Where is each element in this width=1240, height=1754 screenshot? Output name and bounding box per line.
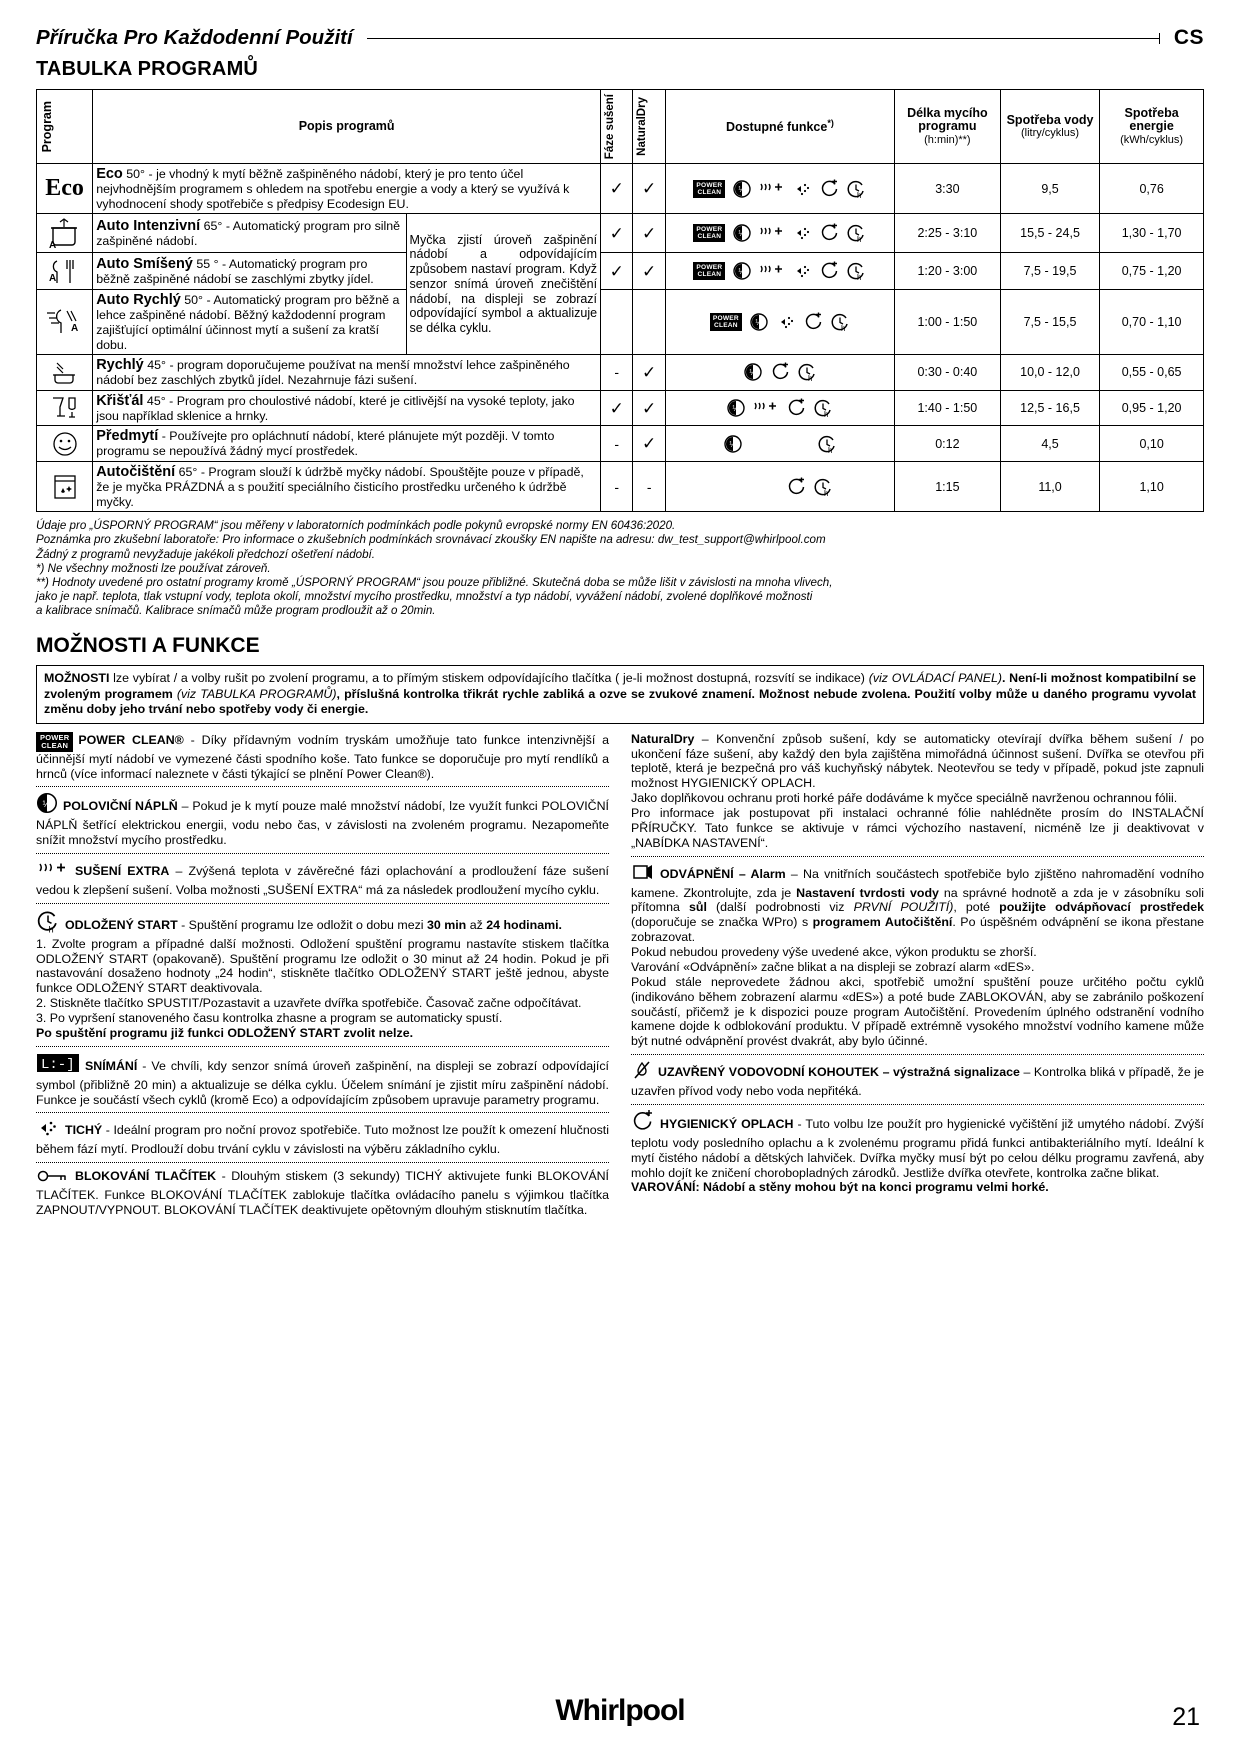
option-extra-dry — [36, 859, 609, 904]
svg-text:h: h — [823, 488, 829, 497]
energy-eco: 0,76 — [1100, 164, 1204, 214]
table-row — [37, 355, 1204, 391]
svg-text:½: ½ — [738, 184, 746, 194]
header-rule — [367, 38, 1160, 39]
svg-text:½: ½ — [732, 404, 740, 414]
drying-auto-intensive: ✓ — [601, 214, 633, 253]
energy-selfclean: 1,10 — [1100, 462, 1204, 512]
program-description-auto-mixed: Auto Smíšený 55 ° - Automatický program pro běžně zašpiněné nádobí se zaschlými zbytky jídel. — [93, 253, 406, 290]
hygiene-warning: VAROVÁNÍ: Nádobí a stěny mohou být na konci programu velmi horké. — [631, 1180, 1049, 1195]
program-description-auto-intensive: Auto Intenzivní 65° - Automatický program pro silně zašpiněné nádobí. — [93, 214, 406, 253]
option-title: UZAVŘENÝ VODOVODNÍ KOHOUTEK – výstražná signalizace — [658, 1065, 1020, 1080]
option-paragraph: Jako doplňkovou ochranu proti horké páře dodáváme k myčce speciálně navrženou ochrannou fólii. — [631, 791, 1178, 806]
tichy-icon — [792, 262, 812, 280]
program-description-auto-fast: Auto Rychlý 50° - Automatický program pro běžně a lehce zašpiněné nádobí. Běžný každodenní program zajišťující optimální účinnost mytí a sušení za kratší dobu. — [93, 290, 406, 355]
svg-text:h: h — [824, 410, 829, 419]
functions-selfclean — [665, 462, 894, 512]
options-intro-bold: MOŽNOSTI — [44, 671, 110, 686]
drying-auto-mixed: ✓ — [601, 253, 633, 290]
drying-eco: ✓ — [601, 164, 633, 214]
option-key-lock — [36, 1168, 609, 1223]
hygiene-rinse-icon — [786, 477, 806, 497]
table-row — [37, 426, 1204, 462]
svg-text:½: ½ — [749, 368, 757, 378]
delay-start-icon — [846, 261, 866, 281]
naturaldry-selfclean: - — [633, 462, 665, 512]
naturaldry-eco: ✓ — [633, 164, 665, 214]
naturaldry-auto-intensive: ✓ — [633, 214, 665, 253]
option-text-6: . Po úspěšném odvápnění se ikona přestane zobrazovat. — [631, 915, 1204, 945]
option-power-clean — [36, 732, 609, 788]
brand-logo: Whirlpool — [555, 1694, 685, 1727]
options-intro-bold3: , příslušná kontrolka třikrát rychle zabliká a ozve se zvukové znamení. Možnost nebude zvolena. Použití volby může u daného programu vyvolat změnu doby jeho trvání nebo spotřeby vody či energie. — [44, 686, 1196, 717]
water-fast: 10,0 - 12,0 — [1000, 355, 1099, 391]
duration-auto-intensive: 2:25 - 3:10 — [894, 214, 1000, 253]
table-row — [37, 290, 1204, 355]
naturaldry-crystal: ✓ — [633, 390, 665, 426]
option-title: SUŠENÍ EXTRA — [75, 864, 170, 879]
manual-title: Příručka Pro Každodenní Použití — [36, 26, 353, 49]
option-hygiene-rinse — [631, 1110, 1204, 1200]
table-row — [37, 214, 1204, 253]
program-description-prewash: Předmytí - Používejte pro opláchnutí nádobí, které plánujete mýt později. V tomto programu se nepoužívá žádný mycí prostředek. — [93, 426, 601, 462]
water-crystal: 12,5 - 16,5 — [1000, 390, 1099, 426]
delay-start-step: 1. Zvolte program a případné další možnosti. Odložení spuštění programu nastavíte stiskem tlačítka ODLOŽENÝ START (opakovaně). Spuštění programu lze odložit o 30 minut až 24 hodin. Pokud je při nastavování dosaženo hodnoty „24 hodin“, stiskněte tlačítko ODLOŽENÝ START ještě jednou, abyste funkce ODLOŽENÝ START deaktivovala. — [36, 936, 609, 996]
delay-start-icon — [846, 179, 866, 199]
tichy-icon — [776, 313, 796, 331]
language-code: CS — [1173, 26, 1204, 49]
footnote: jako je např. teplota, tlak vstupní vody, teplota okolí, množství mycího prostředku, množství a typ nádobí, vyvážení nádobí, zvolené doplňkové možnosti — [36, 589, 813, 603]
table-row — [37, 390, 1204, 426]
programs-table — [36, 89, 1204, 512]
option-text: – Zvýšená teplota v závěrečné fázi oplachování a prodloužení fáze sušení vedou k zlepšení sušení. Volba možnosti „SUŠENÍ EXTRA“ má za následek prodloužení mycího cyklu. — [36, 864, 609, 897]
naturaldry-prewash: ✓ — [633, 426, 665, 462]
program-description-crystal: Křišťál 45° - Program pro choulostivé nádobí, které je citlivější na vysoké teploty, jako jsou například sklenice a hrnky. — [93, 390, 601, 426]
table-footnotes — [36, 519, 1204, 618]
options-intro-bold2: . Není-li možnost kompatibilní se zvoleným programem — [44, 671, 1197, 701]
duration-crystal: 1:40 - 1:50 — [894, 390, 1000, 426]
svg-text:A: A — [70, 323, 78, 335]
program-description-eco: Eco 50° - je vhodný k mytí běžně zašpiněného nádobí, který je pro tento účel nejvhodnějším programem s ohledem na spotřebu energie a vody a který se využívá k vyhodnocení shody spotřebiče s předpisy Ecodesign EU. — [93, 164, 601, 214]
functions-eco — [665, 164, 894, 214]
options-intro-text: lze vybírat / a volby rušit po zvolení programu, a to přímým stiskem odpovídajícího tlačítka ( je-li možnost dostupná, rozsvítí se indikace) — [109, 671, 869, 686]
functions-fast — [665, 355, 894, 391]
svg-text:½: ½ — [738, 267, 746, 277]
program-description-fast: Rychlý 45° - program doporučujeme používat na menší množství lehce zašpiněného nádobí bez zaschlých zbytků jídel. Nezahrnuje fázi sušení. — [93, 355, 601, 391]
options-columns — [36, 732, 1204, 1228]
option-title: ODVÁPNĚNÍ – Alarm — [660, 866, 786, 881]
energy-crystal: 0,95 - 1,20 — [1100, 390, 1204, 426]
option-bold-1: Nastavení tvrdosti vody — [796, 885, 939, 900]
half-load-icon — [749, 312, 769, 332]
table-row — [37, 253, 1204, 290]
half-load-icon — [726, 398, 746, 418]
drying-fast: - — [601, 355, 633, 391]
svg-text:h: h — [857, 235, 862, 244]
section-title-programs: TABULKA PROGRAMŮ — [36, 58, 259, 80]
drying-selfclean: - — [601, 462, 633, 512]
functions-auto-mixed — [665, 253, 894, 290]
duration-auto-fast: 1:00 - 1:50 — [894, 290, 1000, 355]
delay-start-icon — [36, 909, 60, 937]
delay-start-note: Po spuštění programu již funkci ODLOŽENÝ START zvolit nelze. — [36, 1025, 414, 1040]
water-auto-mixed: 7,5 - 19,5 — [1000, 253, 1099, 290]
option-bold-3: použijte odvápňovací prostředek — [999, 900, 1204, 915]
duration-prewash: 0:12 — [894, 426, 1000, 462]
col-energy: Spotřeba energie (kWh/cyklus) — [1100, 90, 1204, 164]
option-title: BLOKOVÁNÍ TLAČÍTEK — [75, 1169, 217, 1184]
option-text-4: , poté — [953, 900, 1000, 915]
program-symbol-auto-mixed — [37, 253, 93, 290]
functions-auto-fast — [665, 290, 894, 355]
energy-prewash: 0,10 — [1100, 426, 1204, 462]
water-selfclean: 11,0 — [1000, 462, 1099, 512]
option-title: ODLOŽENÝ START — [65, 917, 178, 932]
hygiene-rinse-icon — [819, 179, 839, 199]
option-text: – Konvenční způsob sušení, kdy se automaticky otevírají dvířka během sušení / po ukončení fáze sušení, aby každý den byla zajištěna mimořádná účinnost sušení. Dvířka se otevřou při teplotě, která je bezpečná pro váš kuchyňský nábytek. Neotevřou se tedy v případě, pokud jste zapnuli možnost HYGIENICKÝ OPLACH. — [631, 731, 1204, 791]
hygiene-rinse-icon — [631, 1110, 655, 1136]
page-footer — [0, 1694, 1240, 1728]
svg-text:h: h — [827, 445, 833, 454]
water-eco: 9,5 — [1000, 164, 1099, 214]
option-text: - Spuštění programu lze odložit o dobu mezi — [177, 917, 427, 932]
program-symbol-auto-fast — [37, 290, 93, 355]
energy-fast: 0,55 - 0,65 — [1100, 355, 1204, 391]
option-text: - Díky přídavným vodním tryskám umožňuje tato funkce intenzivnější a účinnější mytí nádobí ve vymezené části spodního koše. Tato funkce se doporučuje pro mytí rendlíků a hrnců (více informací naleznete v části týkající se plnění Power Clean®). — [36, 732, 609, 781]
col-water: Spotřeba vody (litry/cyklus) — [1000, 90, 1099, 164]
power-clean-icon: POWER CLEAN — [693, 224, 725, 242]
footnote: Poznámka pro zkušební laboratoře: Pro informace o zkušebních podmínkách srovnávací zkoušky EN napište na adresu: dw_test_support@whirlpool.com — [36, 533, 826, 547]
power-clean-icon: POWER CLEAN — [693, 262, 725, 280]
half-load-icon — [36, 792, 58, 818]
program-symbol-prewash — [37, 426, 93, 462]
col-drying-phase: Fáze sušení — [601, 90, 633, 164]
program-symbol-selfclean — [37, 462, 93, 512]
svg-text:A: A — [48, 273, 56, 285]
options-intro-ref: (viz OVLÁDACÍ PANEL) — [868, 671, 1002, 686]
naturaldry-auto-mixed: ✓ — [633, 253, 665, 290]
functions-crystal — [665, 390, 894, 426]
option-delay-start — [36, 909, 609, 1047]
power-clean-icon: POWER CLEAN — [36, 732, 73, 752]
option-ref: PRVNÍ POUŽITÍ) — [853, 900, 954, 915]
option-paragraph: Varování «Odvápnění» začne blikat a na displeji se zobrazí alarm «dES». — [631, 959, 1035, 974]
svg-text:½: ½ — [42, 799, 51, 810]
footnote: **) Hodnoty uvedené pro ostatní programy kromě „ÚSPORNÝ PROGRAM“ jsou pouze přibližné. Skutečná doba se může lišit v závislosti na mnoha vlivech, — [36, 575, 833, 589]
delay-start-icon — [797, 362, 817, 382]
svg-text:L:-]: L:-] — [41, 1056, 75, 1073]
functions-prewash — [665, 426, 894, 462]
svg-text:h: h — [48, 924, 54, 933]
option-text: - Dlouhým stiskem (3 sekundy) TICHÝ aktivujete funki BLOKOVÁNÍ TLAČÍTEK. Funkce BLOKOVÁNÍ TLAČÍTEK zablokuje tlačítka ovládacího panelu s výjimkou tlačítka ZAPNOUT/VYPNOUT. BLOKOVÁNÍ TLAČÍTEK deaktivujete opětovným dlouhým stisknutím tlačítka. — [36, 1169, 609, 1217]
half-load-icon — [743, 362, 763, 382]
hygiene-rinse-icon — [819, 261, 839, 281]
duration-selfclean: 1:15 — [894, 462, 1000, 512]
col-functions: Dostupné funkce*) — [665, 90, 894, 164]
sensor-display-icon — [36, 1052, 80, 1078]
key-lock-icon — [36, 1168, 70, 1188]
option-title: POLOVIČNÍ NÁPLŇ — [63, 799, 178, 814]
options-intro-box — [36, 665, 1204, 724]
option-title: NaturalDry — [631, 731, 695, 746]
option-text-2: na správné hodnotě a zda je v zásobníku soli přítomna — [631, 885, 1204, 915]
option-text: - Ve chvíli, kdy senzor snímá úroveň zašpinění, na displeji se zobrazí odpovídající symbol (přibližně 20 min) a aktualizuje se délka cyklu. Účelem snímání je zjistit míru zašpinění nádobí. Funkce je součástí všech cyklů (kromě Eco) a odpovídajícím způsobem upravuje parametry programu. — [36, 1058, 609, 1107]
energy-auto-mixed: 0,75 - 1,20 — [1100, 253, 1204, 290]
water-auto-fast: 7,5 - 15,5 — [1000, 290, 1099, 355]
option-text-3: (další podrobnosti viz — [706, 900, 854, 915]
naturaldry-fast: ✓ — [633, 355, 665, 391]
energy-auto-intensive: 1,30 - 1,70 — [1100, 214, 1204, 253]
tichy-icon — [36, 1118, 60, 1142]
svg-text:½: ½ — [755, 318, 763, 328]
delay-start-icon — [846, 223, 866, 243]
tichy-icon — [792, 224, 812, 242]
option-water-tap — [631, 1060, 1204, 1105]
footnote: Údaje pro „ÚSPORNÝ PROGRAM“ jsou měřeny v laboratorních podmínkách podle pokynů evropské normy EN 60436:2020. — [36, 519, 676, 533]
col-duration: Délka mycího programu (h:min)**) — [894, 90, 1000, 164]
half-load-icon — [732, 179, 752, 199]
half-load-icon — [732, 261, 752, 281]
tichy-icon — [792, 180, 812, 198]
delay-start-step: 3. Po vypršení stanoveného času kontrolka zhasne a program se automaticky spustí. — [36, 1011, 503, 1026]
option-paragraph: Pro informace jak postupovat při instalaci ochranné fólie nahlédněte prosím do INSTALAČNÍ PŘÍRUČKY. Tato funkce se aktivuje v rámci výchozího nastavení, nicméně lze ji deaktivovat v „NABÍDKA NASTAVENÍ“. — [631, 806, 1204, 850]
option-sensor — [36, 1052, 609, 1114]
auto-sensor-note: Myčka zjistí úroveň zašpinění nádobí a odpovídajícím způsobem nastaví program. Když senzor snímá úroveň znečištění nádobí, na displeji se zobrazí odpovídající symbol a aktualizuje se délka cyklu. — [406, 214, 601, 355]
duration-auto-mixed: 1:20 - 3:00 — [894, 253, 1000, 290]
program-symbol-fast — [37, 355, 93, 391]
energy-auto-fast: 0,70 - 1,10 — [1100, 290, 1204, 355]
naturaldry-auto-fast — [633, 290, 665, 355]
water-tap-icon — [631, 1060, 653, 1084]
water-auto-intensive: 15,5 - 24,5 — [1000, 214, 1099, 253]
option-text-5: (doporučuje se značka WPro) s — [631, 915, 813, 930]
option-text: – Kontrolka bliká v případě, že je uzavřen přívod vody nebo voda nepřitéká. — [631, 1065, 1204, 1099]
extra-dry-icon — [759, 224, 785, 242]
half-load-icon — [732, 223, 752, 243]
drying-crystal: ✓ — [601, 390, 633, 426]
delay-start-step: 2. Stiskněte tlačítko SPUSTIT/Pozastavit a uzavřete dvířka spotřebiče. Časovač začne odpočítávat. — [36, 996, 582, 1011]
table-row — [37, 462, 1204, 512]
footnote: a kalibrace snímačů. Kalibrace snímačů může program prodloužit až o 20min. — [36, 604, 436, 618]
svg-text:½: ½ — [738, 229, 746, 239]
option-text: – Pokud je k mytí pouze malé množství nádobí, lze využít funkci POLOVIČNÍ NÁPLŇ šetřící elektrickou energii, vodu nebo čas, v závislosti na zvoleném programu. Nezapomeňte snížit množství mycího prostředku. — [36, 799, 609, 848]
col-program: Program — [37, 90, 93, 164]
program-symbol-crystal — [37, 390, 93, 426]
program-description-selfclean: Autočištění 65° - Program slouží k údržbě myčky nádobí. Spouštějte pouze v případě, že je myčka PRÁZDNÁ a s použití speciálního čisticího prostředku určeného k údržbě myčky. — [93, 462, 601, 512]
drying-auto-fast — [601, 290, 633, 355]
svg-text:h: h — [857, 273, 862, 282]
option-bold-30min: 30 min — [427, 917, 467, 932]
options-right-column — [631, 732, 1204, 1228]
program-symbol-auto-intensive — [37, 214, 93, 253]
hygiene-rinse-icon — [770, 362, 790, 382]
extra-dry-icon — [759, 262, 785, 280]
footnote: Žádný z programů nevyžaduje jakékoli předchozí ošetření nádobí. — [36, 547, 375, 561]
water-prewash: 4,5 — [1000, 426, 1099, 462]
option-title: TICHÝ — [65, 1123, 103, 1138]
col-description: Popis programů — [93, 90, 601, 164]
option-paragraph: Pokud nebudou provedeny výše uvedené akce, výkon produktu se zhorší. — [631, 945, 1037, 960]
option-text-2: až — [466, 917, 487, 932]
option-title: POWER CLEAN® — [78, 732, 184, 747]
program-symbol-eco: Eco — [37, 164, 93, 214]
power-clean-icon: POWER CLEAN — [710, 313, 742, 331]
option-half-load — [36, 792, 609, 854]
option-tichy — [36, 1118, 609, 1163]
col-naturaldry: NaturalDry — [633, 90, 665, 164]
options-left-column — [36, 732, 609, 1228]
footnote: *) Ne všechny možnosti lze používat zároveň. — [36, 561, 271, 575]
svg-text:h: h — [857, 190, 862, 199]
section-title-options: MOŽNOSTI A FUNKCE — [36, 634, 260, 658]
option-naturaldry — [631, 732, 1204, 857]
svg-text:A: A — [48, 240, 56, 251]
duration-fast: 0:30 - 0:40 — [894, 355, 1000, 391]
option-descale — [631, 862, 1204, 1056]
option-title: SNÍMÁNÍ — [85, 1058, 138, 1073]
options-intro-ref2: (viz TABULKA PROGRAMŮ) — [176, 686, 337, 701]
page-header — [36, 26, 1204, 50]
delay-start-icon — [817, 434, 837, 454]
option-bold-4: programem Autočištění — [812, 915, 953, 930]
delay-start-icon — [830, 312, 850, 332]
extra-dry-icon — [36, 859, 70, 883]
option-text: – Na vnitřních součástech spotřebiče bylo zjištěno nahromadění vodního kamene. Zkontrolujte, zda je — [631, 866, 1204, 900]
option-text: - Ideální program pro noční provoz spotřebiče. Tuto možnost lze použít k omezení hlučnosti během fází mytí. Prodlouží dobu trvání cyklu v závislosti na výběru základního cyklu. — [36, 1123, 609, 1157]
option-title: HYGIENICKÝ OPLACH — [660, 1116, 794, 1131]
power-clean-icon: POWER CLEAN — [693, 180, 725, 198]
table-row — [37, 164, 1204, 214]
duration-eco: 3:30 — [894, 164, 1000, 214]
svg-text:h: h — [840, 324, 846, 333]
hygiene-rinse-icon — [803, 312, 823, 332]
page-number: 21 — [1172, 1703, 1200, 1731]
delay-start-icon — [813, 477, 833, 497]
table-header-row — [37, 90, 1204, 164]
hygiene-rinse-icon — [819, 223, 839, 243]
option-bold-24h: 24 hodinami. — [486, 917, 562, 932]
svg-text:½: ½ — [729, 439, 737, 449]
drying-prewash: - — [601, 426, 633, 462]
delay-start-icon — [813, 398, 833, 418]
extra-dry-icon — [753, 399, 779, 417]
svg-text:h: h — [807, 374, 813, 383]
descale-icon — [631, 862, 655, 886]
half-load-icon — [723, 434, 743, 454]
extra-dry-icon — [759, 180, 785, 198]
option-bold-2: sůl — [689, 900, 707, 915]
functions-auto-intensive — [665, 214, 894, 253]
option-text: - Tuto volbu lze použít pro hygienické vyčištění již umytého nádobí. Zvýší teplotu vody posledního oplachu a k zvolenému programu přidá funkci antibakteriálního mytí. Ideální k mytí čistého nádobí a dětských lahviček. Dvířka myčky musí být po celou délku programu zavřená, aby mohlo dojít ke zničení chorobopladných zárodků. Jestliže dvířka otevřete, kontrolka začne blikat. — [631, 1116, 1204, 1180]
hygiene-rinse-icon — [786, 398, 806, 418]
option-paragraph: Pokud stále neprovedete žádnou akci, spotřebič umožní spuštění pouze určitého počtu cyklů (indikováno během zobrazení alarmu «dES») a poté bude ZABLOKOVÁN, aby se zabránilo poškození součástí, přičemž je k dispozici pouze program Autočištění. Provedením úplného odstranění vodního kamene dojde k odblokování produktu. V případě extrémně vysokého množství vodního kamene může být nutné odvápnění provést dvakrát, aby bylo účinné. — [631, 974, 1204, 1049]
